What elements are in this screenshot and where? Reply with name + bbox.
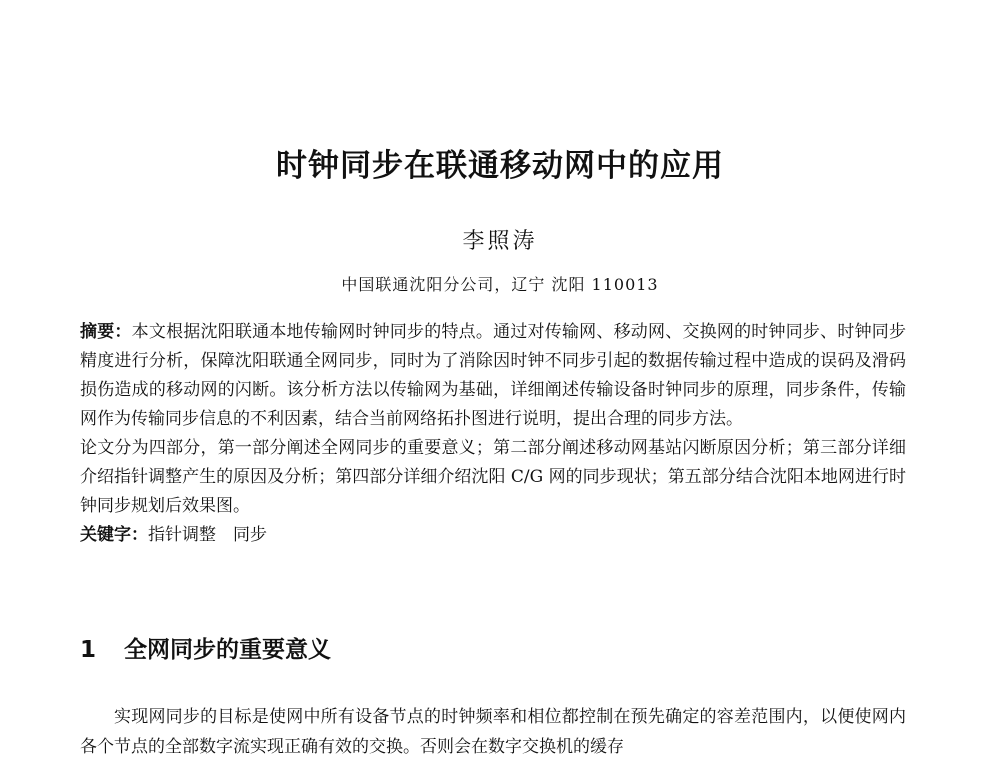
keywords-line [80,521,906,550]
paper-author: 李照涛 [462,229,538,254]
abstract-text: 本文根据沈阳联通本地传输网时钟同步的特点。通过对传输网、移动网、交换网的时钟同步、时钟同步精度进行分析，保障沈阳联通全网同步，同时为了消除因时钟不同步引起的数据传输过程中造成的误码及滑码损伤造成的移动网的闪断。该分析方法以传输网为基础，详细阐述传输设备时钟同步的原理，同步条件，传输网作为传输同步信息的不利因素，结合当前网络拓扑图进行说明，提出合理的同步方法。 [80,322,907,429]
abstract-outline: 论文分为四部分，第一部分阐述全网同步的重要意义；第二部分阐述移动网基站闪断原因分析；第三部分详细介绍指针调整产生的原因及分析；第四部分详细介绍沈阳 C/G 网的同步现状；第五部分结合沈阳本地网进行时钟同步规划后效果图。 [80,438,906,516]
keywords-label: 关键字： [80,525,148,545]
section-1-number: 1 [80,637,97,663]
abstract-block [80,318,906,550]
paper-title: 时钟同步在联通移动网中的应用 [276,148,724,184]
section-1-title: 全网同步的重要意义 [124,637,331,663]
section-1-heading [80,631,900,664]
paper-affiliation: 中国联通沈阳分公司，辽宁 沈阳 110013 [341,275,659,294]
abstract-paragraph [80,318,906,434]
section-1-body: 实现网同步的目标是使网中所有设备节点的时钟频率和相位都控制在预先确定的容差范围内，以便使网内各个节点的全部数字流实现正确有效的交换。否则会在数字交换机的缓存 [80,707,906,757]
abstract-label: 摘要： [80,322,132,342]
keywords-text: 指针调整 同步 [148,525,267,545]
